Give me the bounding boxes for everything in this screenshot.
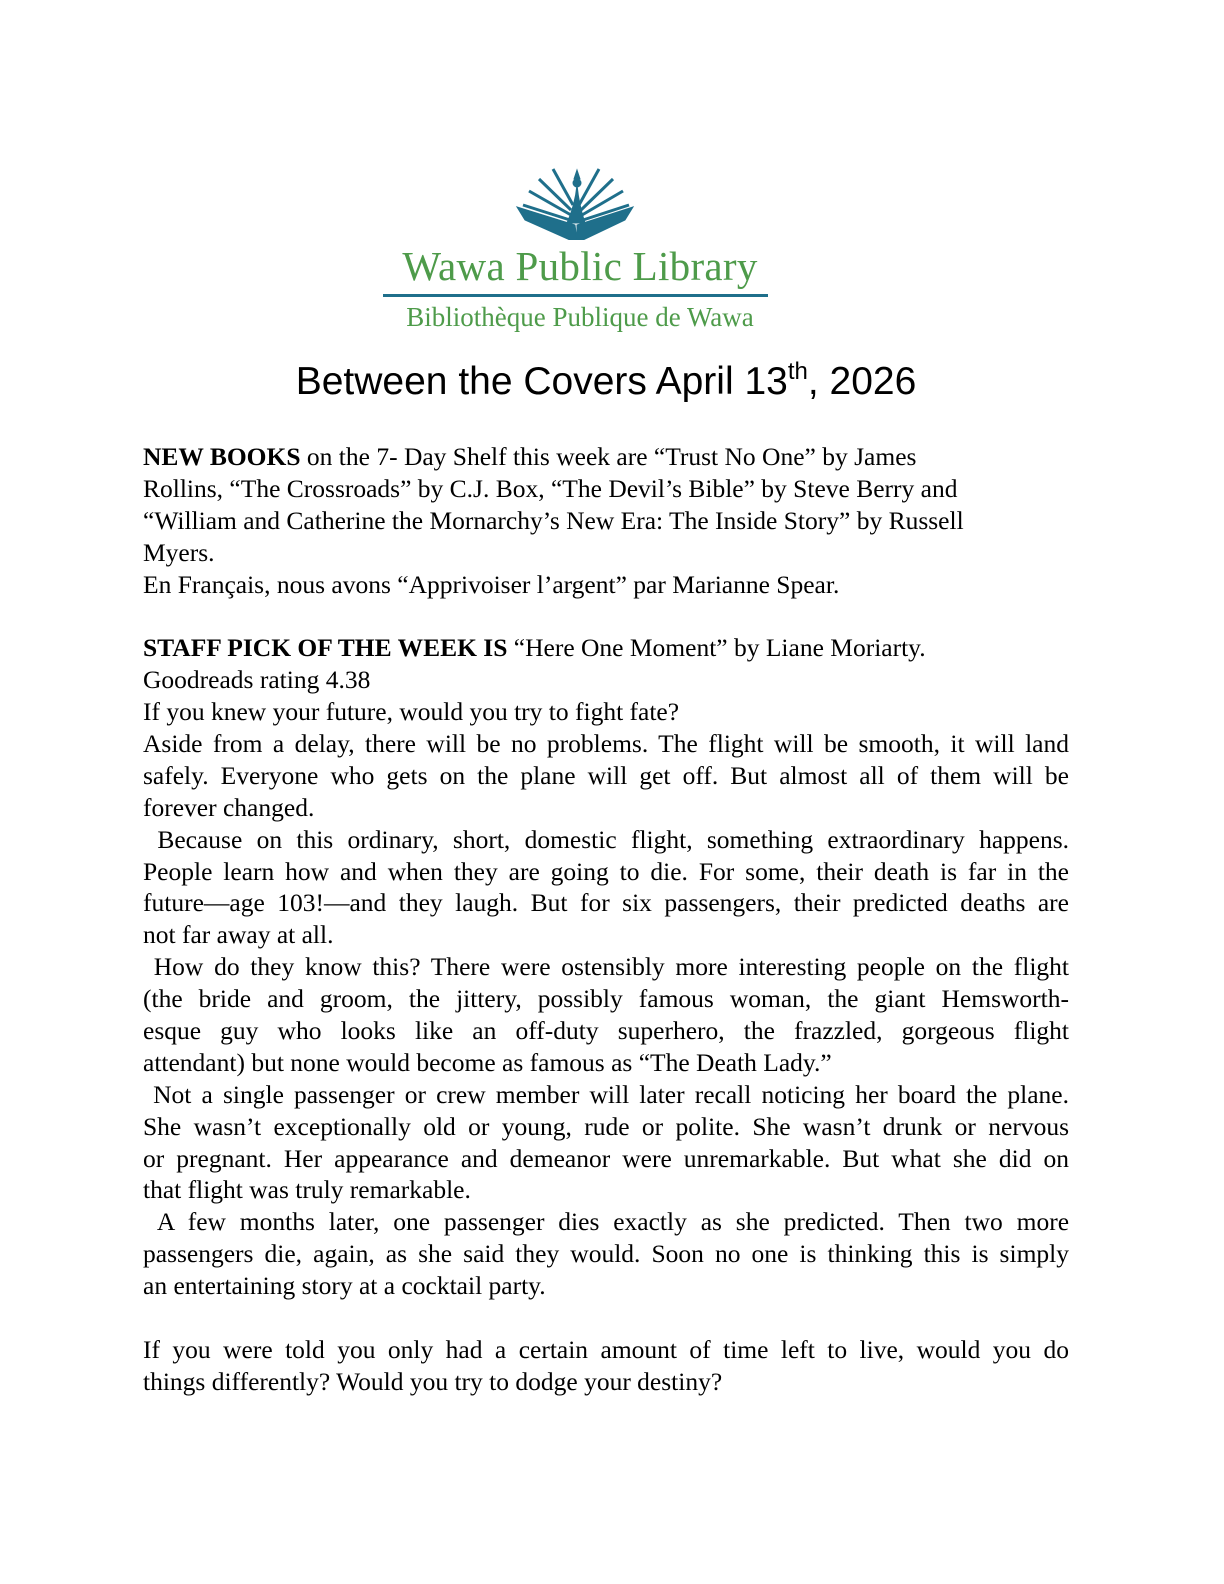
line-text: Myers. xyxy=(143,537,215,567)
text-line xyxy=(143,760,1069,792)
text-line xyxy=(143,1270,1069,1302)
bold-lead: NEW BOOKS xyxy=(143,442,301,471)
line-text: on the 7- Day Shelf this week are “Trust No One” by James xyxy=(300,442,917,471)
text-line xyxy=(143,664,1069,696)
text-line xyxy=(143,1206,1069,1238)
text-line xyxy=(143,569,1069,601)
line-text: Rollins, “The Crossroads” by C.J. Box, “The Devil’s Bible” by Steve Berry and xyxy=(143,473,958,503)
title-suffix: , 2026 xyxy=(807,360,917,403)
logo-divider xyxy=(383,294,768,297)
text-line xyxy=(143,632,1069,664)
paragraph xyxy=(143,441,1069,600)
text-line xyxy=(143,537,1069,569)
line-text: an entertaining story at a cocktail party. xyxy=(143,1271,546,1301)
library-logo xyxy=(370,160,790,340)
line-text: forever changed. xyxy=(143,792,315,822)
text-line xyxy=(143,824,1069,856)
text-line xyxy=(143,1079,1069,1111)
text-line xyxy=(143,696,1069,728)
text-line xyxy=(143,887,1069,919)
line-text: attendant) but none would become as famous as “The Death Lady.” xyxy=(143,1047,832,1077)
paragraph xyxy=(143,632,1069,1302)
line-text: Aside from a delay, there will be no problems. The flight will be smooth, it will land xyxy=(143,729,1069,759)
text-line xyxy=(143,951,1069,983)
text-line xyxy=(143,919,1069,951)
open-book-bird-icon xyxy=(515,165,645,240)
text-line xyxy=(143,1143,1069,1175)
text-line xyxy=(143,1174,1069,1206)
paragraph xyxy=(143,1334,1069,1398)
logo-name: Wawa Public Library xyxy=(402,243,758,289)
line-text: Not a single passenger or crew member will later recall noticing her board the plane. xyxy=(143,1079,1069,1109)
line-text: She wasn’t exceptionally old or young, rude or polite. She wasn’t drunk or nervous xyxy=(143,1111,1069,1141)
document-body xyxy=(143,441,1069,1398)
text-line xyxy=(143,505,1069,537)
line-text: A few months later, one passenger dies exactly as she predicted. Then two more xyxy=(143,1207,1069,1237)
line-text: People learn how and when they are going to die. For some, their death is far in the xyxy=(143,856,1069,886)
line-text: If you were told you only had a certain amount of time left to live, would you do xyxy=(143,1334,1069,1364)
paragraph-gap xyxy=(143,600,1069,632)
text-line xyxy=(143,728,1069,760)
bold-lead: STAFF PICK OF THE WEEK IS xyxy=(143,633,508,663)
text-line xyxy=(143,1238,1069,1270)
paragraph-gap xyxy=(143,1302,1069,1334)
text-line xyxy=(143,473,1069,505)
line-text: safely. Everyone who gets on the plane will get off. But almost all of them will be xyxy=(143,760,1069,790)
text-line xyxy=(143,1111,1069,1143)
text-line xyxy=(143,441,1069,473)
text-line xyxy=(143,1015,1069,1047)
text-line xyxy=(143,1047,1069,1079)
text-line xyxy=(143,1334,1069,1366)
text-line xyxy=(143,792,1069,824)
line-text: passengers die, again, as she said they would. Soon no one is thinking this is simply xyxy=(143,1239,1069,1269)
line-text: that flight was truly remarkable. xyxy=(143,1175,471,1205)
text-line xyxy=(143,856,1069,888)
line-text: If you knew your future, would you try to fight fate? xyxy=(143,697,680,727)
line-text: Because on this ordinary, short, domestic flight, something extraordinary happens. xyxy=(143,824,1069,854)
line-text: or pregnant. Her appearance and demeanor were unremarkable. But what she did on xyxy=(143,1143,1069,1173)
line-text: future—age 103!—and they laugh. But for six passengers, their predicted deaths are xyxy=(143,888,1069,918)
title-superscript: th xyxy=(787,358,808,385)
line-text: things differently? Would you try to dodge your destiny? xyxy=(143,1366,723,1396)
title-text: Between the Covers April 13 xyxy=(295,360,788,403)
line-text: Goodreads rating 4.38 xyxy=(143,665,371,695)
text-line xyxy=(143,983,1069,1015)
line-text: esque guy who looks like an off-duty superhero, the frazzled, gorgeous flight xyxy=(143,1016,1069,1046)
line-text: How do they know this? There were ostensibly more interesting people on the flight xyxy=(143,952,1069,982)
line-text: not far away at all. xyxy=(143,920,334,950)
line-text: En Français, nous avons “Apprivoiser l’argent” par Marianne Spear. xyxy=(143,569,840,599)
logo-subtitle: Bibliothèque Publique de Wawa xyxy=(406,302,754,332)
page-title xyxy=(0,360,1212,404)
line-text: “Here One Moment” by Liane Moriarty. xyxy=(507,633,926,663)
line-text: “William and Catherine the Mornarchy’s New Era: The Inside Story” by Russell xyxy=(143,505,964,535)
line-text: (the bride and groom, the jittery, possibly famous woman, the giant Hemsworth- xyxy=(143,984,1069,1014)
text-line xyxy=(143,1366,1069,1398)
